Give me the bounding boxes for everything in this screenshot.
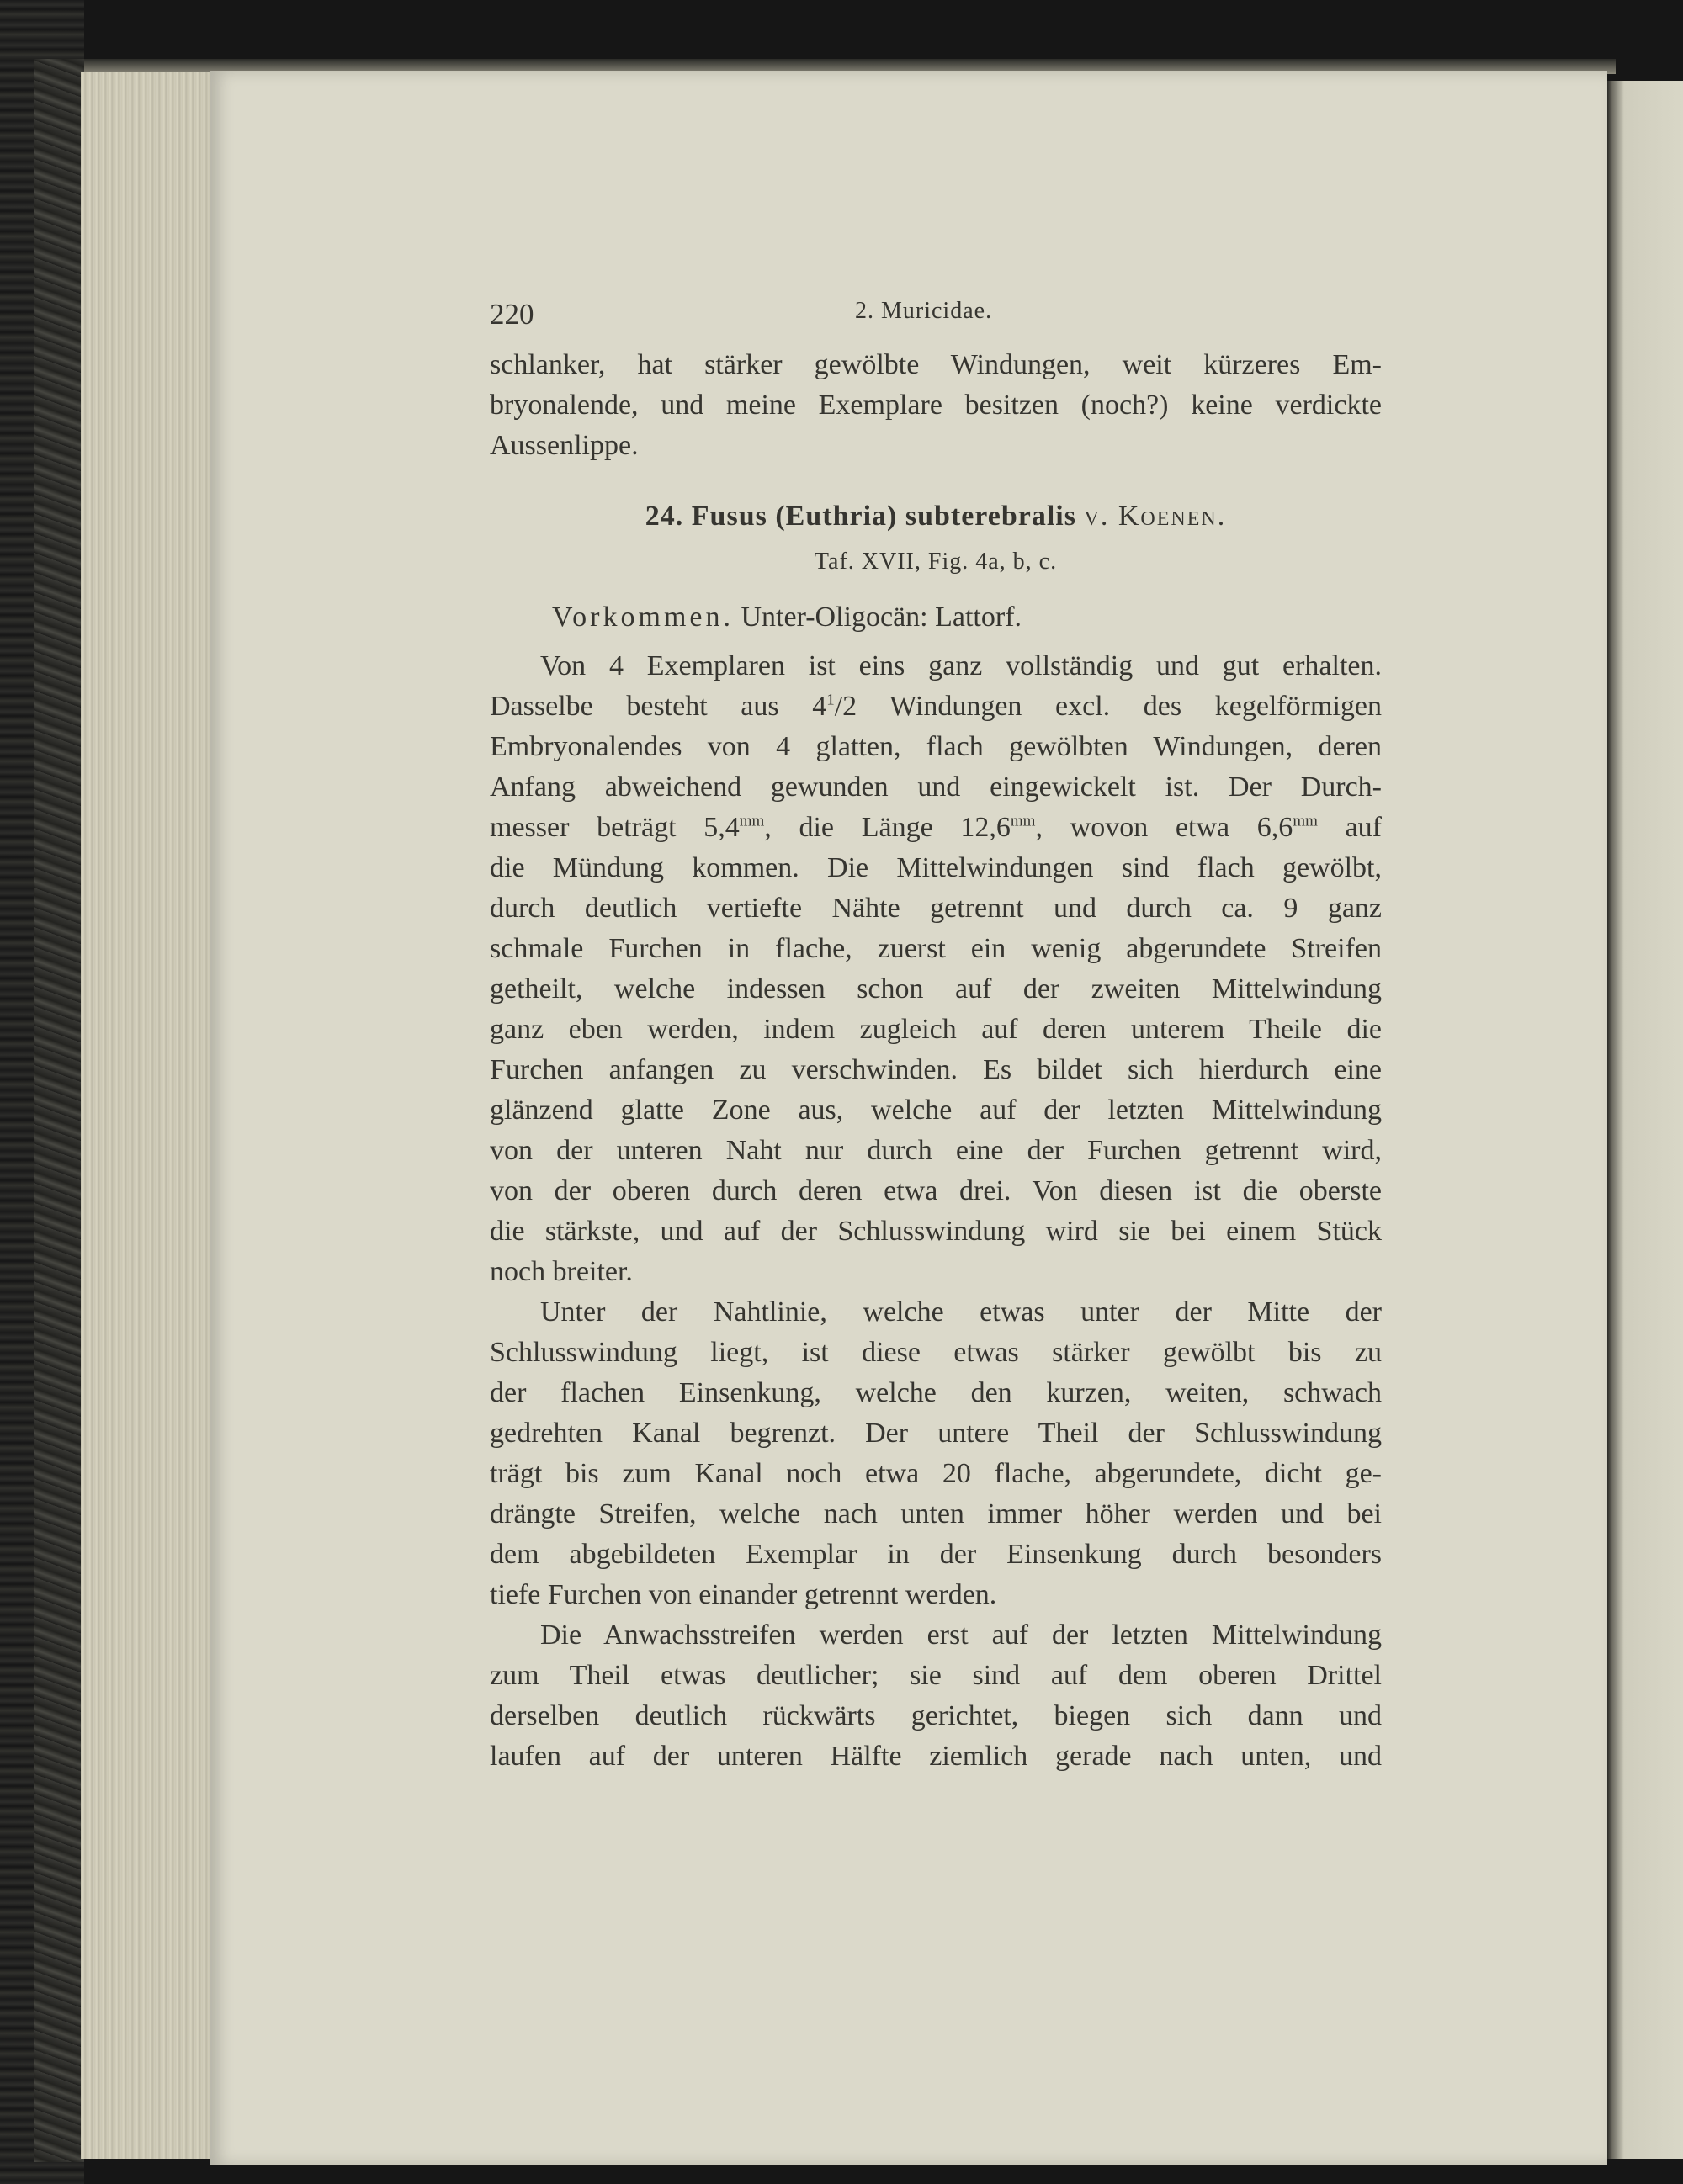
page-header: [490, 286, 1382, 345]
text-segment: messer beträgt 5,4: [490, 812, 740, 843]
text-line: von der oberen durch deren etwa drei. Von diesen ist die oberste: [490, 1175, 1382, 1206]
text-segment: , wovon etwa 6,6: [1035, 812, 1293, 843]
text-line: tiefe Furchen von einander getrennt werden.: [490, 1579, 997, 1610]
text-line: getheilt, welche indessen schon auf der zweiten Mittelwindung: [490, 973, 1382, 1005]
text-line: dem abgebildeten Exemplar in der Einsenkung durch besonders: [490, 1539, 1382, 1570]
text-line: die Mündung kommen. Die Mittelwindungen sind flach gewölbt,: [490, 852, 1382, 883]
text-line-measurements: [490, 808, 1382, 848]
text-segment: Dasselbe besteht aus 4: [490, 691, 827, 722]
text-line: schmale Furchen in flache, zuerst ein wenig abgerundete Streifen: [490, 933, 1382, 964]
text-line: die stärkste, und auf der Schlusswindung wird sie bei einem Stück: [490, 1216, 1382, 1247]
occurrence-label: Vorkommen.: [552, 602, 734, 633]
unit-superscript: mm: [739, 812, 765, 830]
text-segment: /2 Windungen excl. des kegelförmigen: [834, 691, 1382, 722]
text-line: durch deutlich vertiefte Nähte getrennt und durch ca. 9 ganz: [490, 893, 1382, 924]
fraction-numerator: 1: [826, 691, 835, 709]
text-line: gedrehten Kanal begrenzt. Der untere Theil der Schlusswindung: [490, 1418, 1382, 1449]
running-title: 2. Muricidae.: [855, 298, 993, 324]
page-stack-edges: [81, 72, 215, 2159]
text-line: Unter der Nahtlinie, welche etwas unter der Mitte der: [540, 1296, 1382, 1328]
text-line: Von 4 Exemplaren ist eins ganz vollständig und gut erhalten.: [540, 650, 1382, 681]
page-content: [490, 286, 1382, 1777]
text-line: Schlusswindung liegt, ist diese etwas stärker gewölbt bis zu: [490, 1337, 1382, 1368]
page-number: 220: [490, 298, 534, 331]
text-line: schlanker, hat stärker gewölbte Windungen, weit kürzeres Em-: [490, 349, 1382, 380]
text-line: bryonalende, und meine Exemplare besitzen (noch?) keine verdickte: [490, 390, 1382, 421]
facing-page-edge: [1607, 81, 1683, 2159]
text-line: glänzend glatte Zone aus, welche auf der letzten Mittelwindung: [490, 1095, 1382, 1126]
species-author: v. Koenen.: [1084, 501, 1227, 532]
unit-superscript: mm: [1293, 812, 1318, 830]
text-line: Die Anwachsstreifen werden erst auf der letzten Mittelwindung: [540, 1619, 1382, 1651]
text-line: ganz eben werden, indem zugleich auf deren unterem Theile die: [490, 1014, 1382, 1045]
species-number: 24.: [645, 501, 684, 532]
book-spine-edge: [34, 59, 84, 2162]
text-line: Aussenlippe.: [490, 430, 639, 461]
species-name: Fusus (Euthria) subterebralis: [691, 501, 1076, 532]
paragraph-lower-part: [490, 1292, 1382, 1615]
text-line: zum Theil etwas deutlicher; sie sind auf dem oberen Drittel: [490, 1660, 1382, 1691]
text-line: trägt bis zum Kanal noch etwa 20 flache, abgerundete, dicht ge-: [490, 1458, 1382, 1489]
text-line: Furchen anfangen zu verschwinden. Es bildet sich hierdurch eine: [490, 1054, 1382, 1085]
paragraph-growth-lines: [490, 1615, 1382, 1777]
text-line: drängte Streifen, welche nach unten immer höher werden und bei: [490, 1498, 1382, 1529]
text-line: derselben deutlich rückwärts gerichtet, biegen sich dann und: [490, 1700, 1382, 1731]
text-line: der flachen Einsenkung, welche den kurzen, weiten, schwach: [490, 1377, 1382, 1408]
text-line: Anfang abweichend gewunden und eingewickelt ist. Der Durch-: [490, 771, 1382, 803]
plate-reference: Taf. XVII, Fig. 4a, b, c.: [814, 549, 1058, 575]
species-heading: [490, 496, 1382, 537]
occurrence-line: [490, 597, 1382, 638]
occurrence-value: Unter-Oligocän: Lattorf.: [741, 602, 1022, 633]
text-segment: auf: [1317, 812, 1382, 843]
text-line: noch breiter.: [490, 1256, 633, 1287]
paragraph-description: [490, 646, 1382, 1292]
text-line: laufen auf der unteren Hälfte ziemlich gerade nach unten, und: [490, 1741, 1382, 1772]
text-line: von der unteren Naht nur durch eine der Furchen getrennt wird,: [490, 1135, 1382, 1166]
unit-superscript: mm: [1010, 812, 1036, 830]
text-line-fraction: [490, 686, 1382, 727]
intro-paragraph: [490, 345, 1382, 466]
text-line: Embryonalendes von 4 glatten, flach gewölbten Windungen, deren: [490, 731, 1382, 762]
text-segment: , die Länge 12,6: [764, 812, 1011, 843]
